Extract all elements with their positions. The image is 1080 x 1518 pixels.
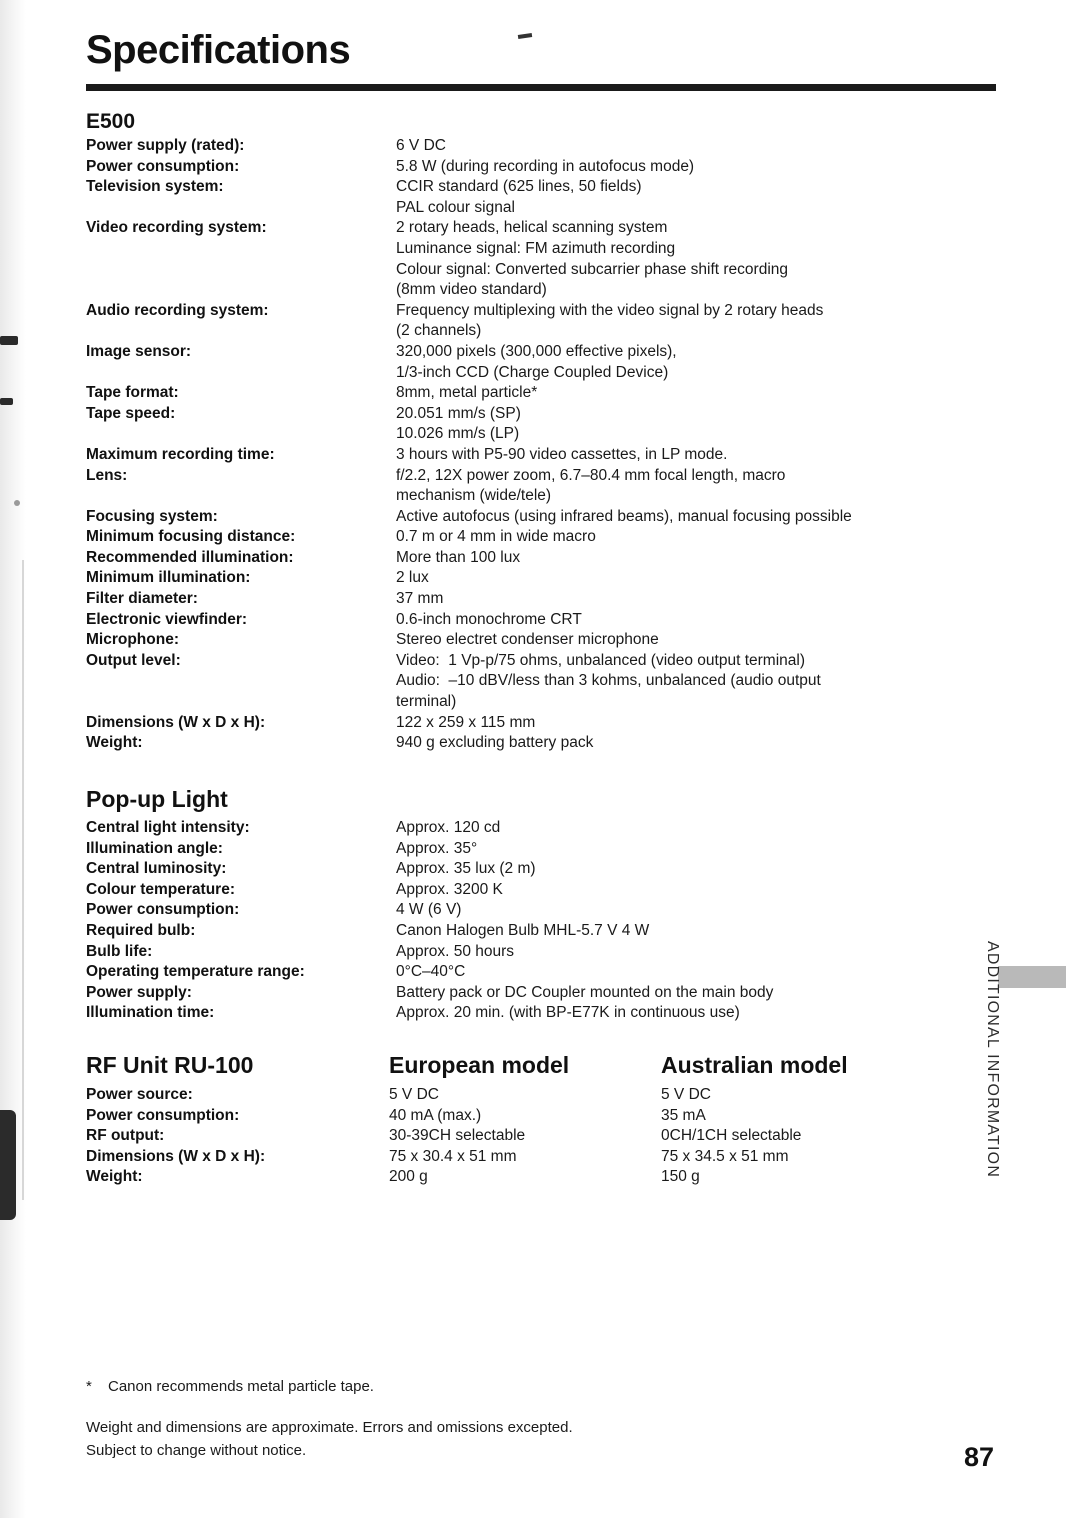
spec-value: Approx. 120 cd: [396, 819, 501, 836]
spec-value: Approx. 50 hours: [396, 942, 515, 960]
column-heading-australian-model: Australian model: [661, 1052, 848, 1078]
spec-row: [86, 466, 986, 487]
spec-row: [86, 157, 986, 178]
section-heading-e500: E500: [86, 110, 136, 133]
spec-label: Filter diameter:: [86, 590, 198, 608]
spec-label: RF output:: [86, 1127, 165, 1145]
spec-label: Dimensions (W x D x H):: [86, 713, 266, 731]
spec-row: [86, 630, 986, 651]
spec-value: Luminance signal: FM azimuth recording: [396, 239, 676, 257]
spec-row: [86, 486, 986, 507]
spec-label: Power consumption:: [86, 901, 240, 919]
spec-label: Operating temperature range:: [86, 963, 305, 981]
spec-value-european: 200 g: [389, 1168, 428, 1186]
spec-row: [86, 363, 986, 384]
spec-row: [86, 218, 986, 239]
spec-row: [86, 589, 986, 610]
spec-label: Focusing system:: [86, 507, 218, 525]
spec-row: [86, 962, 986, 983]
spec-row: [86, 880, 986, 901]
spec-value: CCIR standard (625 lines, 50 fields): [396, 178, 642, 196]
spec-value: PAL colour signal: [396, 198, 515, 216]
spec-value: mechanism (wide/tele): [396, 487, 552, 505]
spec-row: [86, 507, 986, 528]
spec-label: Power supply (rated):: [86, 137, 245, 154]
spec-label: Central luminosity:: [86, 860, 227, 878]
spec-row: [86, 321, 986, 342]
spec-label: Minimum focusing distance:: [86, 528, 296, 546]
spec-value: Active autofocus (using infrared beams), manual focusing possible: [396, 507, 852, 525]
spec-label: Lens:: [86, 466, 128, 484]
spec-value: Canon Halogen Bulb MHL-5.7 V 4 W: [396, 921, 650, 939]
spec-value: 3 hours with P5-90 video cassettes, in LP mode.: [396, 445, 728, 463]
spec-value-european: 30-39CH selectable: [389, 1127, 526, 1145]
spec-value: 122 x 259 x 115 mm: [396, 713, 536, 731]
spec-row: [86, 921, 986, 942]
spec-table-e500: [86, 136, 986, 754]
spec-row: [86, 548, 986, 569]
spec-value: 1/3-inch CCD (Charge Coupled Device): [396, 363, 669, 381]
spec-value: 0.7 m or 4 mm in wide macro: [396, 528, 596, 546]
spec-value: Approx. 3200 K: [396, 880, 503, 898]
spec-value: 320,000 pixels (300,000 effective pixels),: [396, 342, 677, 360]
side-tab-bar: [998, 966, 1066, 988]
spec-label: Central light intensity:: [86, 819, 250, 836]
spec-label: Minimum illumination:: [86, 569, 251, 587]
spec-row: [86, 527, 986, 548]
spec-value: Approx. 20 min. (with BP-E77K in continuous use): [396, 1004, 740, 1022]
section-heading-rf-unit: RF Unit RU-100: [86, 1052, 254, 1078]
spec-value: 2 lux: [396, 569, 429, 587]
spec-row: [86, 445, 986, 466]
spec-label: Video recording system:: [86, 219, 267, 237]
spec-label: Illumination angle:: [86, 839, 223, 857]
spec-value-australian: 35 mA: [661, 1106, 706, 1124]
spec-label: Power source:: [86, 1086, 193, 1103]
spec-row: [86, 301, 986, 322]
spec-value: Battery pack or DC Coupler mounted on the main body: [396, 983, 774, 1001]
spec-value: f/2.2, 12X power zoom, 6.7–80.4 mm focal length, macro: [396, 466, 786, 484]
spec-value: Colour signal: Converted subcarrier phase shift recording: [396, 260, 789, 278]
spec-label: Power consumption:: [86, 1106, 240, 1124]
title-divider: [86, 84, 996, 91]
spec-label: Image sensor:: [86, 342, 192, 360]
section-heading-popup-light: Pop-up Light: [86, 786, 228, 812]
spec-row: [86, 1085, 986, 1106]
spec-row: [86, 280, 986, 301]
spec-row: [86, 260, 986, 281]
footnote-legal: [86, 1416, 573, 1462]
spec-value: Approx. 35 lux (2 m): [396, 860, 536, 878]
spec-label: Power consumption:: [86, 157, 240, 175]
footnote-legal-line2: Subject to change without notice.: [86, 1442, 307, 1459]
spec-row: [86, 1167, 986, 1188]
spec-value: Approx. 35°: [396, 839, 478, 857]
spec-label: Bulb life:: [86, 942, 153, 960]
spec-value: 940 g excluding battery pack: [396, 734, 594, 752]
spec-row: [86, 713, 986, 734]
footnote-star-marker: *: [86, 1378, 92, 1395]
spec-row: [86, 610, 986, 631]
spec-label: Electronic viewfinder:: [86, 610, 248, 628]
spec-value: (2 channels): [396, 322, 482, 340]
spec-row: [86, 733, 986, 754]
spec-row: [86, 1126, 986, 1147]
spec-row: [86, 839, 986, 860]
spec-value-australian: 75 x 34.5 x 51 mm: [661, 1147, 789, 1165]
spec-row: [86, 568, 986, 589]
spec-row: [86, 983, 986, 1004]
side-tab-label: ADDITIONAL INFORMATION: [984, 941, 1001, 1179]
spec-table-rf-unit: [86, 1085, 986, 1188]
spec-row: [86, 1106, 986, 1127]
spec-label: Weight:: [86, 734, 143, 752]
spec-value: 37 mm: [396, 590, 444, 608]
spec-value: 10.026 mm/s (LP): [396, 425, 520, 443]
spec-label: Maximum recording time:: [86, 445, 275, 463]
spec-value: 2 rotary heads, helical scanning system: [396, 219, 668, 237]
spec-value: More than 100 lux: [396, 548, 521, 566]
spec-value: 6 V DC: [396, 137, 446, 154]
spec-value: 0.6-inch monochrome CRT: [396, 610, 582, 628]
spec-label: Recommended illumination:: [86, 548, 294, 566]
footnote-legal-line1: Weight and dimensions are approximate. Errors and omissions excepted.: [86, 1419, 573, 1436]
spec-row: [86, 651, 986, 672]
spec-row: [86, 342, 986, 363]
spec-row: [86, 900, 986, 921]
spec-row: [86, 177, 986, 198]
spec-label: Tape speed:: [86, 404, 176, 422]
spec-value: (8mm video standard): [396, 281, 547, 299]
spec-label: Dimensions (W x D x H):: [86, 1147, 266, 1165]
page-title: Specifications: [86, 28, 351, 72]
spec-value: Stereo electret condenser microphone: [396, 631, 659, 649]
spec-row: [86, 239, 986, 260]
spec-value-european: 5 V DC: [389, 1086, 439, 1103]
spec-value: 20.051 mm/s (SP): [396, 404, 521, 422]
spec-value: 5.8 W (during recording in autofocus mode): [396, 157, 695, 175]
spec-label: Output level:: [86, 651, 181, 669]
spec-row: [86, 859, 986, 880]
spec-value: terminal): [396, 693, 457, 711]
spec-value-australian: 5 V DC: [661, 1086, 711, 1103]
spec-row: [86, 136, 986, 157]
spec-row: [86, 942, 986, 963]
spec-value: Audio: –10 dBV/less than 3 kohms, unbalanced (audio output: [396, 672, 821, 690]
spec-row: [86, 383, 986, 404]
spec-label: Audio recording system:: [86, 301, 269, 319]
spec-value: Frequency multiplexing with the video signal by 2 rotary heads: [396, 301, 824, 319]
spec-value-australian: 150 g: [661, 1168, 700, 1186]
spec-row: [86, 1003, 986, 1024]
spec-row: [86, 1147, 986, 1168]
spec-label: Power supply:: [86, 983, 192, 1001]
spec-row: [86, 692, 986, 713]
spec-row: [86, 671, 986, 692]
spec-label: Microphone:: [86, 631, 179, 649]
page-number: 87: [963, 1442, 994, 1472]
spec-value-australian: 0CH/1CH selectable: [661, 1127, 802, 1145]
spec-label: Colour temperature:: [86, 880, 235, 898]
spec-label: Tape format:: [86, 384, 179, 402]
spec-value-european: 40 mA (max.): [389, 1106, 482, 1124]
column-heading-european-model: European model: [389, 1052, 570, 1078]
spec-row: [86, 818, 986, 839]
spec-label: Illumination time:: [86, 1004, 215, 1022]
footnote-star-text: Canon recommends metal particle tape.: [108, 1378, 374, 1395]
spec-row: [86, 424, 986, 445]
spec-label: Weight:: [86, 1168, 143, 1186]
title-tick-mark: [518, 33, 532, 39]
spec-table-popup-light: [86, 818, 986, 1024]
footnote-metal-particle: [86, 1378, 374, 1395]
spec-row: [86, 404, 986, 425]
spec-value: 4 W (6 V): [396, 901, 462, 919]
spec-label: Required bulb:: [86, 921, 196, 939]
spec-value: 0°C–40°C: [396, 963, 466, 981]
spec-value: Video: 1 Vp-p/75 ohms, unbalanced (video output terminal): [396, 651, 805, 669]
spec-row: [86, 198, 986, 219]
spec-value-european: 75 x 30.4 x 51 mm: [389, 1147, 517, 1165]
spec-value: 8mm, metal particle*: [396, 384, 538, 402]
spec-label: Television system:: [86, 178, 224, 196]
